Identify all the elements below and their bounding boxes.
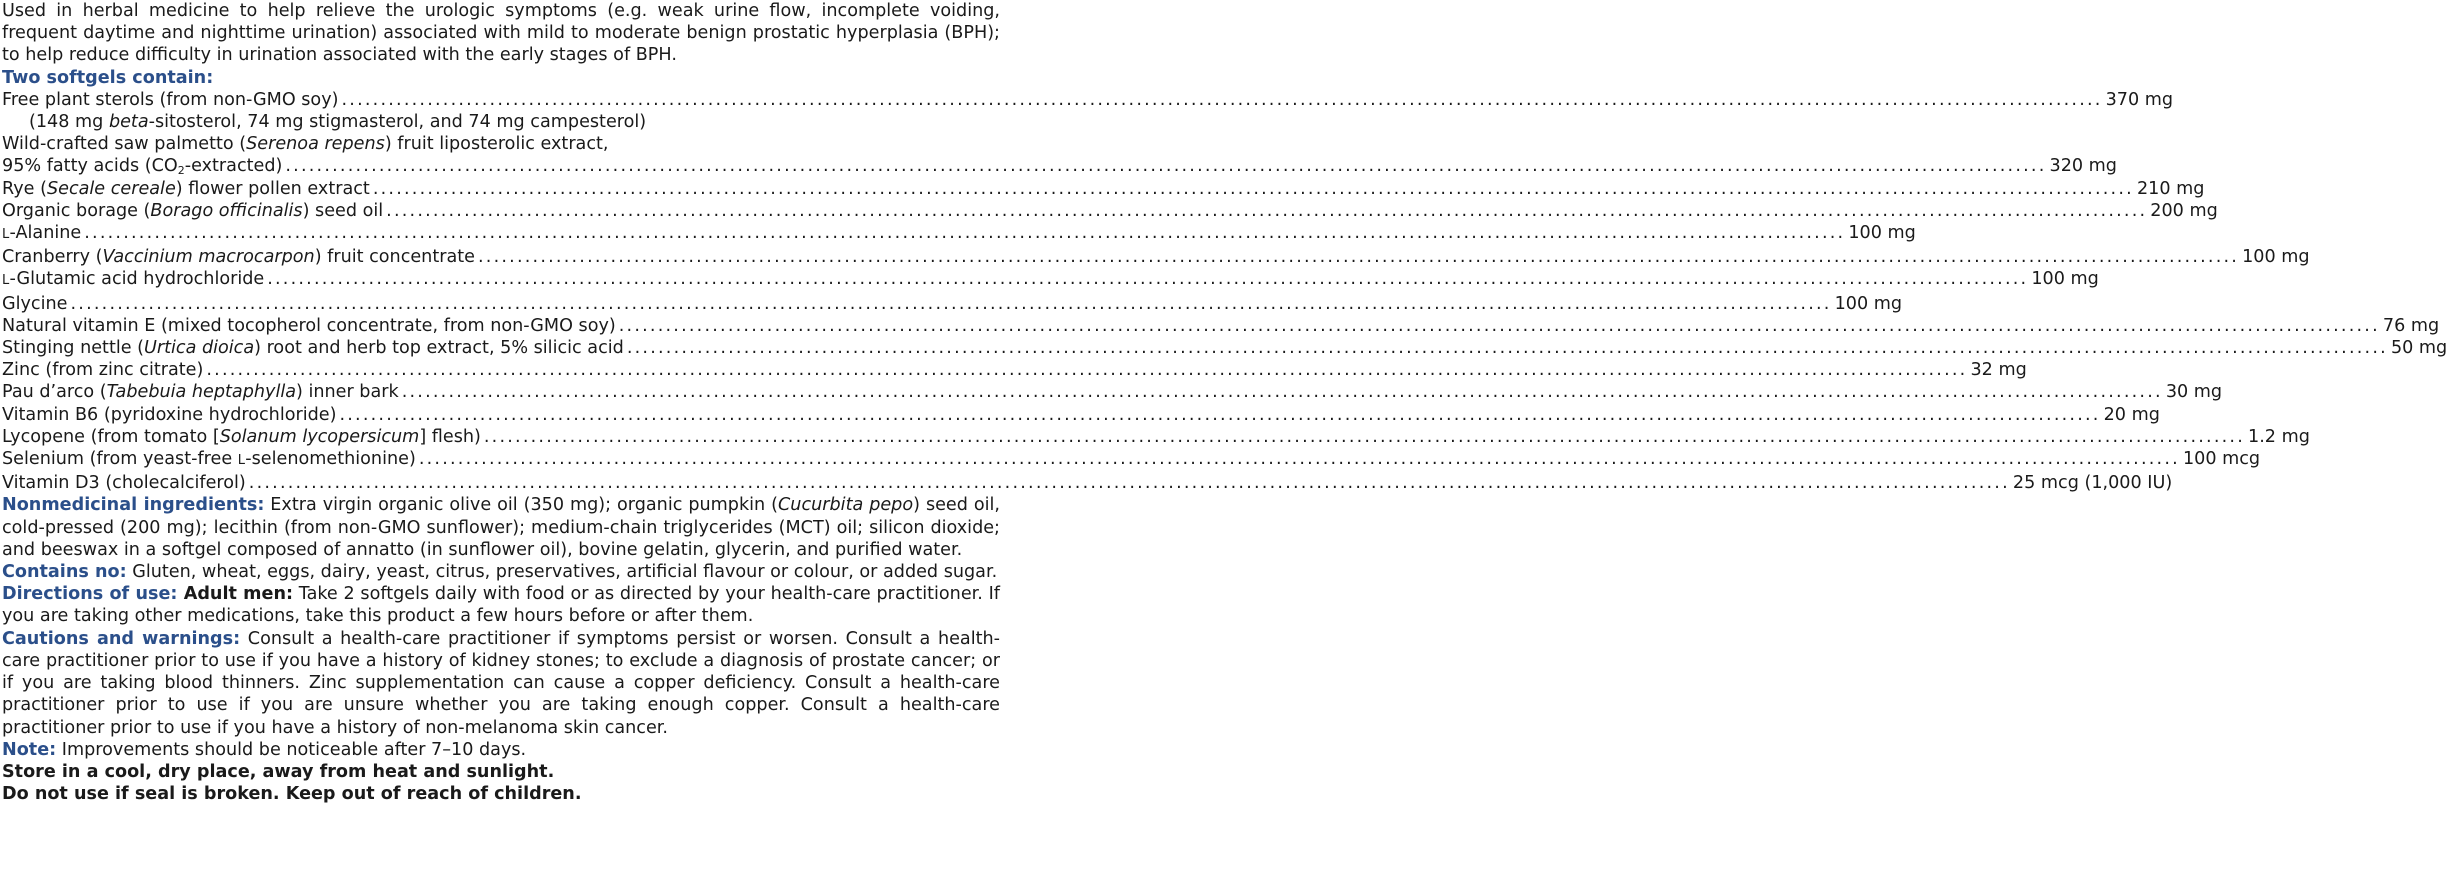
ingredient-row-saw-palmetto-line1 [2,133,1000,155]
ingredient-row-stinging-nettle [2,337,2447,359]
ingredient-row-zinc [2,359,2027,381]
leader-dots: .................................................................................................................................................................................................................................. [267,269,2029,290]
ingredient-amount: 100 mcg [2182,449,2261,470]
ingredient-name-part: ) root and herb top extract, 5% silicic acid [254,338,624,359]
ingredient-name [2,337,624,359]
ingredient-name-part: 95% fatty acids (CO [2,156,178,177]
ingredient-name: Free plant sterols (from non-GMO soy) [2,89,339,110]
ingredient-name-part: ) seed oil [302,200,384,221]
ingredient-name: Vitamin B6 (pyridoxine hydrochloride) [2,404,337,425]
leader-dots: .................................................................................................................................................................................................................................. [418,449,2180,470]
ingredient-amount: 320 mg [2049,156,2117,177]
ingredient-row-selenium [2,448,2261,472]
contains-no-text: Gluten, wheat, eggs, dairy, yeast, citrus, preservatives, artificial flavour or colour, or added sugar. [126,562,998,583]
ingredient-name [2,200,383,222]
ingredient-name-part: -extracted) [184,156,283,177]
ingredient-name [2,426,481,448]
cautions-text: Consult a health-care practitioner if symptoms persist or worsen. Consult a health-care practitioner prior to use if you have a history of kidney stones; to exclude a diagnosis of prostate cancer; or if you are taking blood thinners. Zinc supplementation can cause a copper deficiency. Consult a health-care practitioner prior to use if you are unsure whether you are taking enough copper. Consult a health-care practitioner prior to use if you have a history of non-melanoma skin cancer. [2,628,1000,738]
ingredient-amount: 1.2 mg [2248,426,2310,447]
ingredient-name [2,381,399,403]
note-text: Improvements should be noticeable after 7–10 days. [56,739,527,760]
small-caps-prefix: L [237,453,246,469]
note-section [2,739,1000,761]
ingredient-name [2,448,416,472]
directions-audience: Adult men: [177,584,294,605]
ingredient-name [2,246,475,268]
leader-dots: .................................................................................................................................................................................................................................. [626,338,2388,359]
ingredient-amount: 20 mg [2103,404,2160,425]
ingredient-name-part: Pau d’arco ( [2,382,107,403]
ingredient-row-cranberry [2,246,2310,268]
ingredient-row-borage [2,200,2218,222]
latin-name: Urtica dioica [144,338,255,359]
leader-dots: .................................................................................................................................................................................................................................. [341,89,2103,110]
detail-italic-text: beta [108,112,149,133]
nonmedicinal-section [2,494,1000,561]
ingredient-amount: 25 mcg (1,000 IU) [2012,473,2173,494]
ingredient-name-part: -Glutamic acid hydrochloride [9,269,265,290]
leader-dots: .................................................................................................................................................................................................................................. [248,473,2010,494]
ingredient-row-vitamin-d3 [2,472,2173,494]
subscript: 2 [177,164,185,178]
leader-dots: .................................................................................................................................................................................................................................. [206,360,1968,381]
ingredient-name-part: -selenomethionine) [245,449,416,470]
ingredient-amount: 210 mg [2136,178,2205,199]
leader-dots: .................................................................................................................................................................................................................................. [70,293,1832,314]
indication-text: Used in herbal medicine to help relieve the urologic symptoms (e.g. weak urine flow, incomplete voiding, frequent daytime and nighttime urination) associated with mild to moderate benign prostatic hyperplasia (BPH); to help reduce difficulty in urination associated with the early stages of BPH. [2,1,1000,66]
ingredient-amount: 50 mg [2390,338,2447,359]
ingredient-name-part: Rye ( [2,178,47,199]
latin-name: Vaccinium macrocarpon [102,247,315,268]
small-caps-prefix: L [2,227,10,243]
nonmedicinal-text: Extra virgin organic olive oil (350 mg); organic pumpkin ( [264,495,779,516]
ingredient-amount: 76 mg [2382,315,2440,336]
ingredient-name [2,268,264,292]
ingredient-row-glycine [2,293,1903,315]
ingredient-row-saw-palmetto [2,155,2117,178]
ingredient-detail-sterols [2,111,1000,133]
directions-heading: Directions of use: [2,584,178,605]
latin-name: Borago officinalis [150,200,303,221]
ingredient-name-part: ) fruit concentrate [314,247,475,268]
ingredient-amount: 30 mg [2165,382,2223,403]
ingredient-name-part: Selenium (from yeast-free [2,449,238,470]
ingredient-amount: 100 mg [1848,223,1916,244]
ingredient-row-pau-darco [2,381,2223,403]
leader-dots: .................................................................................................................................................................................................................................. [618,315,2380,336]
contains-no-heading: Contains no: [2,562,127,583]
latin-name: Secale cereale [46,178,176,199]
ingredient-row-alanine [2,222,1916,246]
contains-no-section [2,561,1000,583]
ingredient-name-part: ) inner bark [296,382,399,403]
leader-dots: .................................................................................................................................................................................................................................. [401,382,2163,403]
directions-section [2,583,1000,627]
ingredient-name [2,155,282,177]
ingredient-name: ) fruit liposterolic extract, [384,134,609,155]
ingredient-name: Wild-crafted saw palmetto ( [2,134,247,155]
cautions-section [2,628,1000,739]
ingredient-name-part: Lycopene (from tomato [ [2,426,220,447]
ingredients-heading: Two softgels contain: [2,67,214,88]
leader-dots: .................................................................................................................................................................................................................................. [84,223,1846,244]
detail-text: (148 mg [29,112,109,133]
ingredient-name: Glycine [2,293,68,314]
small-caps-prefix: L [2,273,10,289]
ingredient-row-vitamin-b6 [2,404,2160,426]
ingredient-amount: 100 mg [1834,293,1903,314]
latin-name: Tabebuia heptaphylla [106,382,297,403]
seal-warning: Do not use if seal is broken. Keep out of reach of children. [2,784,582,805]
ingredient-amount: 100 mg [2031,269,2099,290]
cautions-heading: Cautions and warnings: [2,628,241,649]
ingredient-name [2,178,370,200]
ingredient-amount: 370 mg [2105,89,2174,110]
ingredient-name-part: ] flesh) [419,426,481,447]
ingredient-row-vitamin-e [2,315,2440,337]
leader-dots: .................................................................................................................................................................................................................................. [483,426,2245,447]
ingredient-amount: 200 mg [2150,200,2218,221]
leader-dots: .................................................................................................................................................................................................................................. [372,178,2134,199]
ingredient-name-part: ) flower pollen extract [175,178,370,199]
ingredient-name: Zinc (from zinc citrate) [2,360,204,381]
ingredient-name: Vitamin D3 (cholecalciferol) [2,473,246,494]
detail-text: -sitosterol, 74 mg stigmasterol, and 74 mg campesterol) [148,112,647,133]
ingredient-name: Natural vitamin E (mixed tocopherol concentrate, from non-GMO soy) [2,315,616,336]
ingredient-row-glutamic-acid [2,268,2099,292]
ingredient-amount: 100 mg [2242,247,2310,268]
ingredient-name-part: -Alanine [9,223,82,244]
leader-dots: .................................................................................................................................................................................................................................. [477,247,2240,268]
ingredient-row-plant-sterols [2,89,2174,111]
latin-name: Cucurbita pepo [778,495,914,516]
storage-instruction: Store in a cool, dry place, away from heat and sunlight. [2,761,555,782]
latin-name: Serenoa repens [246,134,385,155]
ingredient-amount: 32 mg [1970,360,2027,381]
latin-name: Solanum lycopersicum [219,426,420,447]
leader-dots: .................................................................................................................................................................................................................................. [339,404,2101,425]
directions-text: Take 2 softgels daily with food or as directed by your health-care practitioner. If you are taking other medications, take this product a few hours before or after them. [2,584,1000,627]
note-heading: Note: [2,739,57,760]
ingredient-name-part: Stinging nettle ( [2,338,145,359]
leader-dots: .................................................................................................................................................................................................................................. [386,200,2148,221]
medicinal-ingredients-list [2,89,2447,495]
ingredient-name-part: Organic borage ( [2,200,151,221]
ingredient-row-rye [2,178,2205,200]
leader-dots: .................................................................................................................................................................................................................................. [285,156,2047,177]
ingredient-name [2,222,81,246]
nonmedicinal-heading: Nonmedicinal ingredients: [2,495,265,516]
nonmedicinal-text: ) seed oil, cold-pressed (200 mg); lecithin (from non-GMO sunflower); medium-chain triglycerides (MCT) oil; silicon dioxide; and beeswax in a softgel composed of annatto (in sunflower oil), bovine gelatin, glycerin, and purified water. [2,495,1001,560]
ingredient-name-part: Cranberry ( [2,247,103,268]
ingredient-row-lycopene [2,426,2310,448]
